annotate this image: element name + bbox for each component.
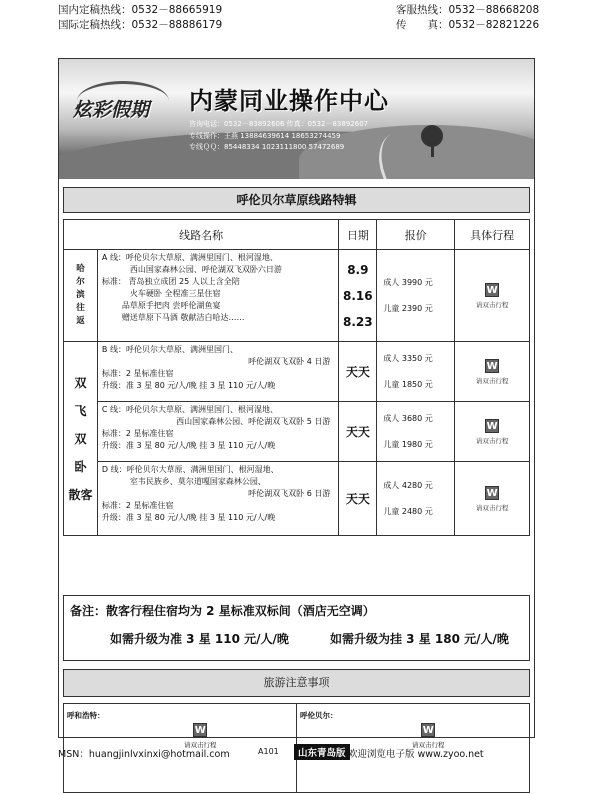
- domestic-hotline-text: 国内定稿热线：0532－88665919: [58, 4, 223, 16]
- itinerary-cell[interactable]: [455, 462, 530, 536]
- price-cell: [377, 402, 455, 462]
- tips-label: 呼伦贝尔：: [300, 711, 338, 720]
- word-document-icon[interactable]: W: [486, 420, 498, 432]
- region-fly-sleep: [64, 342, 98, 536]
- word-document-icon[interactable]: W: [486, 360, 498, 372]
- section-title: 呼伦贝尔草原线路特辑: [63, 187, 530, 213]
- route-line: 呼伦湖双飞双卧 6 日游: [248, 489, 331, 498]
- route-line: 呼伦湖双飞双卧 4 日游: [248, 357, 331, 366]
- table-header-row: [64, 220, 530, 250]
- word-document-icon[interactable]: W: [486, 284, 498, 296]
- route-line: 西山国家森林公园、呼伦湖双飞双卧 5 日游: [176, 417, 331, 426]
- header-date: 日期: [339, 220, 377, 250]
- region-char: 滨: [76, 290, 85, 300]
- route-line: 赠送草原下马酒 敬献洁白哈达……: [121, 313, 245, 322]
- route-line: A 线：呼伦贝尔大草原、满洲里国门、根河湿地、: [101, 253, 278, 262]
- fax-text: 传 真：0532－82821226: [396, 19, 540, 31]
- route-upgrade: 升级：准 3 星 80 元/人/晚 挂 3 星 110 元/人/晚: [101, 513, 276, 522]
- route-standard: 标准：2 星标准住宿: [101, 429, 174, 438]
- word-document-icon[interactable]: W: [194, 725, 206, 736]
- region-harbin: [64, 250, 98, 342]
- itinerary-cell[interactable]: [455, 402, 530, 462]
- route-c: [97, 402, 338, 462]
- footer-msn: MSN：huangjinlvxinxi@hotmail.com: [58, 749, 230, 760]
- contact-line: 专线操作：王燕 13884639614 18653274459: [189, 131, 341, 140]
- route-b: [97, 342, 338, 402]
- word-document-icon[interactable]: W: [422, 725, 434, 736]
- region-char: 哈: [76, 264, 85, 274]
- region-char: 双: [74, 375, 87, 390]
- child-price: 儿童 2480 元: [383, 506, 433, 516]
- adult-price: 成人 3990 元: [383, 277, 433, 287]
- notes-box: [63, 595, 530, 661]
- route-standard: 标准：2 星标准住宿: [101, 369, 174, 378]
- region-char: 卧: [74, 459, 87, 474]
- price-cell: [377, 462, 455, 536]
- banner-tree-trunk: [431, 143, 434, 157]
- itinerary-link[interactable]: 请双击行程: [475, 376, 509, 385]
- banner: [59, 59, 534, 179]
- header-route: 线路名称: [64, 220, 339, 250]
- route-upgrade: 升级：准 3 星 80 元/人/晚 挂 3 星 110 元/人/晚: [101, 381, 276, 390]
- tips-doc[interactable]: [184, 718, 217, 749]
- route-line: C 线：呼伦贝尔大草原、满洲里国门、根河湿地、: [101, 405, 279, 414]
- banner-title: 内蒙同业操作中心: [189, 87, 389, 115]
- contact-line: 专线ＱＱ：85448334 1023111800 57472689: [189, 143, 345, 151]
- date-cell: 天天: [339, 342, 377, 402]
- date-value: 8.23: [343, 314, 373, 329]
- table-row: [64, 402, 530, 462]
- route-line: B 线：呼伦贝尔大草原、满洲里国门、: [101, 345, 238, 354]
- logo-text: 炫彩假期: [73, 99, 150, 121]
- region-char: 双: [74, 431, 87, 446]
- region-char: 尔: [76, 277, 85, 287]
- date-cell: 天天: [339, 462, 377, 536]
- contact-line: 咨询电话：0532－83892606 传真：0532－83892607: [189, 120, 369, 128]
- adult-price: 成人 3350 元: [383, 353, 433, 363]
- brand-logo: [67, 81, 177, 135]
- tips-title: 旅游注意事项: [63, 669, 530, 697]
- child-price: 儿童 1850 元: [383, 379, 433, 389]
- route-a: [97, 250, 338, 342]
- notes-line: 备注：散客行程住宿均为 2 星标准双标间（酒店无空调）: [70, 604, 375, 618]
- adult-price: 成人 3680 元: [383, 413, 433, 423]
- region-char: 返: [76, 316, 85, 326]
- service-hotline-text: 客服热线：0532－88668208: [396, 4, 540, 16]
- region-char: 往: [76, 303, 85, 313]
- date-cell: 天天: [339, 402, 377, 462]
- notes-upgrade-a: 如需升级为准 3 星 110 元/人/晚: [110, 632, 289, 646]
- word-document-icon[interactable]: W: [486, 487, 498, 499]
- international-hotline-text: 国际定稿热线：0532－88886179: [58, 19, 223, 31]
- table-row: [64, 342, 530, 402]
- adult-price: 成人 4280 元: [383, 480, 433, 490]
- tips-doc-link[interactable]: 请双击行程: [184, 741, 217, 749]
- tips-label: 呼和浩特：: [67, 711, 105, 720]
- route-line: 室韦民族乡、莫尔道嘎国家森林公园、: [129, 477, 266, 486]
- route-upgrade: 升级：准 3 星 80 元/人/晚 挂 3 星 110 元/人/晚: [101, 441, 276, 450]
- date-value: 8.16: [343, 288, 373, 303]
- child-price: 儿童 1980 元: [383, 439, 433, 449]
- route-line: D 线：呼伦贝尔大草原、满洲里国门、根河湿地、: [101, 465, 279, 474]
- footer-website: 欢迎浏览电子版 www.zyoo.net: [348, 749, 484, 760]
- header-price: 报价: [377, 220, 455, 250]
- route-standard: 标准：2 星标准住宿: [101, 501, 174, 510]
- route-line: 火车硬卧 全程准三星住宿: [129, 289, 221, 298]
- region-char: 飞: [74, 403, 87, 418]
- tips-doc-link[interactable]: 请双击行程: [412, 741, 445, 749]
- magazine-badge: 山东青岛版: [294, 744, 350, 760]
- itinerary-link[interactable]: 请双击行程: [475, 436, 509, 445]
- child-price: 儿童 2390 元: [383, 303, 433, 313]
- date-cell: [339, 250, 377, 342]
- page-frame: [58, 58, 535, 749]
- price-cell: [377, 342, 455, 402]
- notes-upgrade-b: 如需升级为挂 3 星 180 元/人/晚: [330, 632, 509, 646]
- itinerary-link[interactable]: 请双击行程: [475, 503, 509, 512]
- route-line: 品草原手把肉 尝呼伦湖鱼宴: [121, 301, 221, 310]
- itinerary-cell[interactable]: [455, 250, 530, 342]
- table-row: [64, 462, 530, 536]
- route-line: 西山国家森林公园、呼伦湖双飞双卧六日游: [129, 265, 282, 274]
- route-d: [97, 462, 338, 536]
- page-number: A101: [258, 747, 279, 756]
- table-row: [64, 250, 530, 342]
- route-line: 标准： 青岛独立成团 25 人以上含全陪: [101, 277, 240, 286]
- domestic-hotline: [58, 3, 222, 33]
- banner-contacts: [189, 119, 368, 154]
- service-hotline: [396, 3, 539, 33]
- itinerary-cell[interactable]: [455, 342, 530, 402]
- header-itinerary: 具体行程: [455, 220, 530, 250]
- tips-doc[interactable]: [412, 718, 445, 749]
- region-char: 散客: [68, 487, 93, 502]
- itinerary-link[interactable]: 请双击行程: [475, 300, 509, 309]
- route-table: [63, 219, 530, 536]
- date-value: 8.9: [347, 262, 369, 277]
- price-cell: [377, 250, 455, 342]
